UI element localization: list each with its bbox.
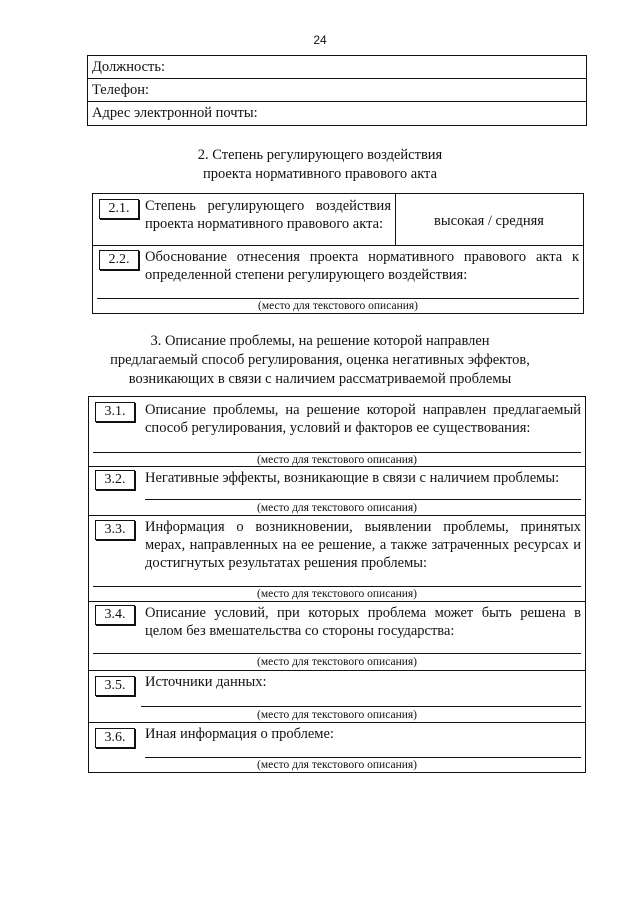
item-number-3-3: 3.3. bbox=[95, 520, 135, 540]
phone-field[interactable]: Телефон: bbox=[88, 79, 586, 102]
text-entry-line[interactable] bbox=[145, 499, 581, 500]
text-entry-line[interactable] bbox=[145, 757, 581, 758]
section-2-heading-line1: 2. Степень регулирующего воздействия bbox=[197, 147, 443, 163]
item-3-5-caption: (место для текстового описания) bbox=[256, 709, 417, 721]
page-number: 24 bbox=[313, 33, 327, 47]
item-3-3-text: Информация о возникновении, выявлении проблемы, принятых мерах, направленных на ее решение, а также затраченных ресурсах и достигнутых результатах решения проблемы: bbox=[145, 519, 581, 571]
contact-info-table bbox=[87, 55, 587, 126]
section-3-heading-line2: предлагаемый способ регулирования, оценка негативных эффектов, bbox=[110, 352, 530, 368]
item-number-2-2: 2.2. bbox=[99, 250, 139, 270]
row-divider bbox=[89, 670, 585, 671]
item-3-6-text: Иная информация о проблеме: bbox=[145, 726, 334, 742]
item-2-2-caption: (место для текстового описания) bbox=[257, 300, 418, 312]
text-entry-line[interactable] bbox=[93, 452, 581, 453]
section-2-heading bbox=[0, 146, 640, 184]
text-entry-line[interactable] bbox=[97, 298, 579, 299]
item-3-1-caption: (место для текстового описания) bbox=[256, 454, 417, 466]
email-field[interactable]: Адрес электронной почты: bbox=[92, 105, 258, 121]
row-divider bbox=[89, 722, 585, 723]
item-3-2-text: Негативные эффекты, возникающие в связи с наличием проблемы: bbox=[145, 470, 560, 486]
position-field[interactable]: Должность: bbox=[88, 56, 586, 79]
row-divider bbox=[89, 515, 585, 516]
section-3-heading-line3: возникающих в связи с наличием рассматриваемой проблемы bbox=[128, 371, 512, 387]
section-2-heading-line2: проекта нормативного правового акта bbox=[202, 166, 438, 182]
item-number-3-2: 3.2. bbox=[95, 470, 135, 490]
row-divider bbox=[89, 466, 585, 467]
item-3-6-caption: (место для текстового описания) bbox=[256, 759, 417, 771]
item-2-1-label: Степень регулирующего воздействия проекта нормативного правового акта: bbox=[145, 198, 391, 232]
text-entry-line[interactable] bbox=[141, 706, 581, 707]
item-3-4-text: Описание условий, при которых проблема может быть решена в целом без вмешательства со стороны государства: bbox=[145, 605, 581, 639]
section-3-heading-line1: 3. Описание проблемы, на решение которой направлен bbox=[150, 333, 490, 349]
text-entry-line[interactable] bbox=[93, 586, 581, 587]
item-3-2-caption: (место для текстового описания) bbox=[256, 502, 417, 514]
item-2-1-value[interactable]: высокая / средняя bbox=[434, 213, 544, 229]
row-divider bbox=[89, 601, 585, 602]
item-3-4-caption: (место для текстового описания) bbox=[256, 656, 417, 668]
item-3-3-caption: (место для текстового описания) bbox=[256, 588, 417, 600]
item-number-3-6: 3.6. bbox=[95, 728, 135, 748]
item-3-1-text: Описание проблемы, на решение которой направлен предлагаемый способ регулирования, условий и факторов ее существования: bbox=[145, 402, 581, 436]
row-divider bbox=[93, 245, 583, 246]
item-number-3-1: 3.1. bbox=[95, 402, 135, 422]
item-number-3-5: 3.5. bbox=[95, 676, 135, 696]
section-3-heading bbox=[0, 332, 640, 389]
item-number-3-4: 3.4. bbox=[95, 605, 135, 625]
section-2-table bbox=[92, 193, 584, 314]
item-number-2-1: 2.1. bbox=[99, 199, 139, 219]
item-2-2-text: Обоснование отнесения проекта нормативного правового акта к определенной степени регулирующего воздействия: bbox=[145, 249, 579, 283]
item-3-5-text: Источники данных: bbox=[145, 674, 267, 690]
text-entry-line[interactable] bbox=[93, 653, 581, 654]
section-3-table bbox=[88, 396, 586, 773]
